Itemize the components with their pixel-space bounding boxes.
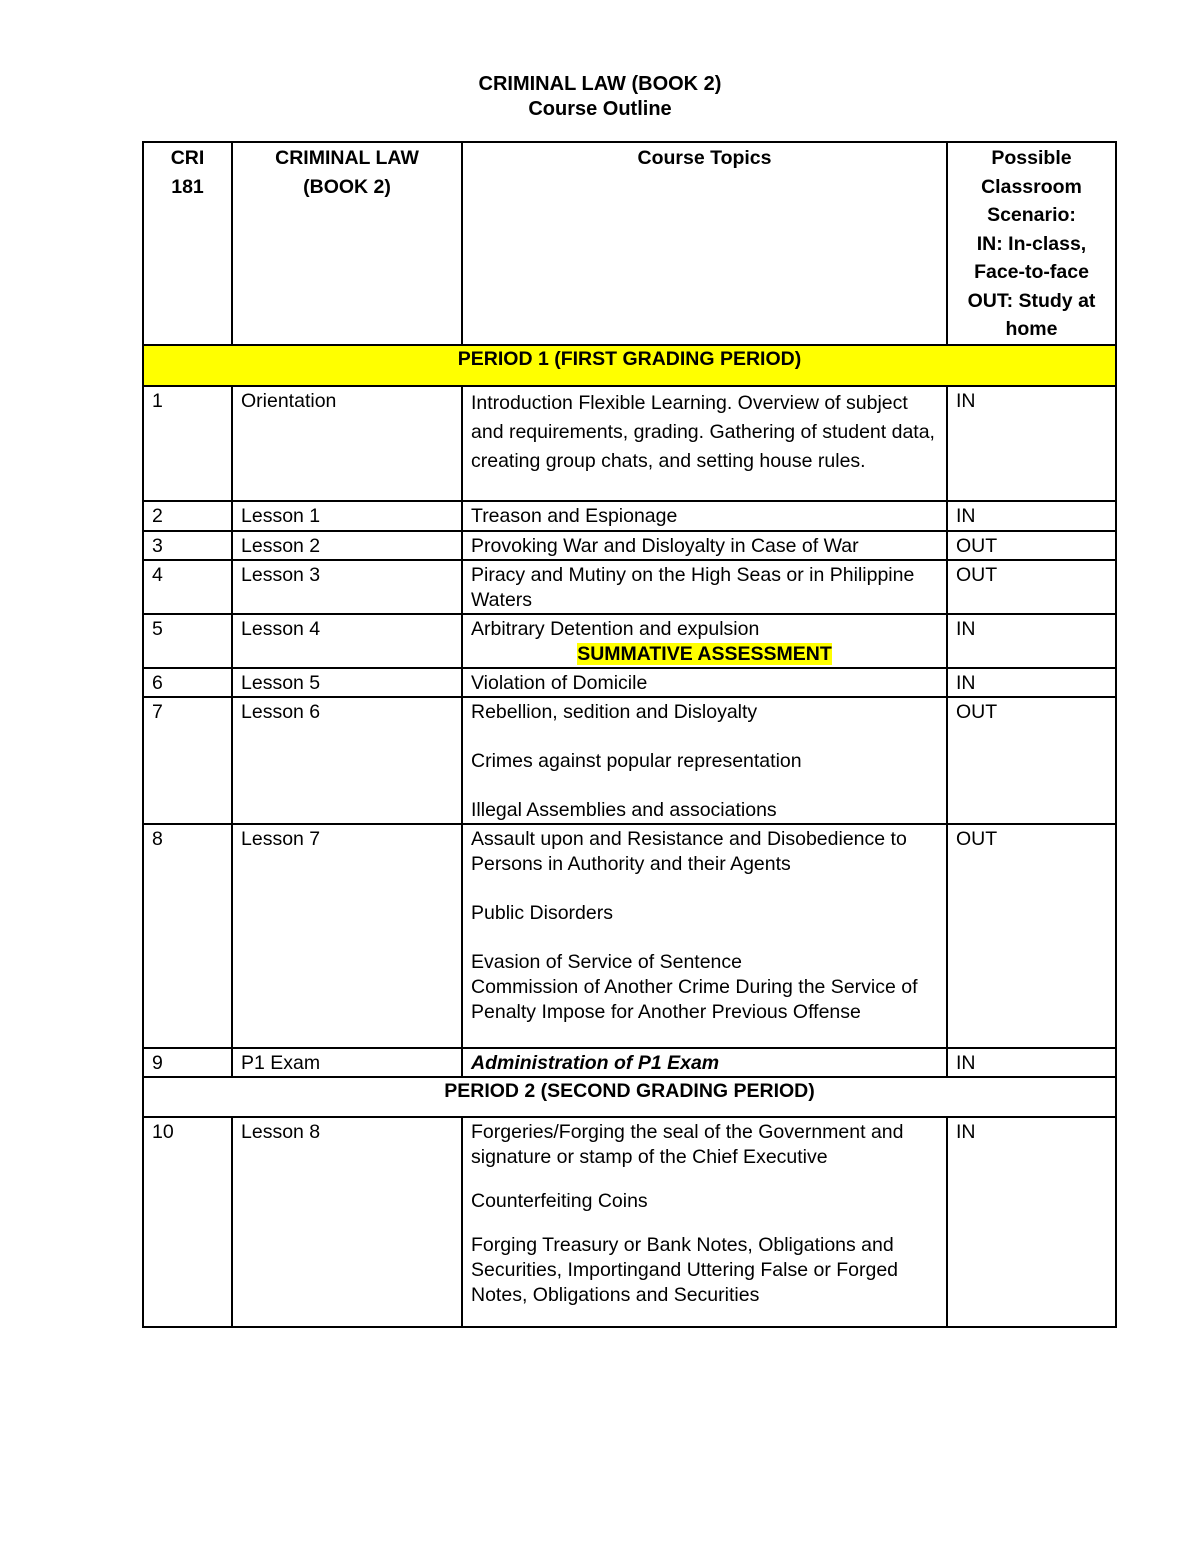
header-course: CRIMINAL LAW (BOOK 2) bbox=[232, 142, 462, 345]
period-2-row bbox=[143, 1077, 1116, 1117]
document-subtitle: Course Outline bbox=[528, 98, 672, 120]
row-mode: IN bbox=[947, 1048, 1116, 1077]
table-row bbox=[143, 697, 1116, 824]
row-lesson: Lesson 8 bbox=[232, 1117, 462, 1327]
row-topics: Arbitrary Detention and expulsion SUMMATIVE ASSESSMENT bbox=[462, 614, 947, 668]
row-mode: IN bbox=[947, 386, 1116, 501]
row-lesson: Lesson 5 bbox=[232, 668, 462, 697]
row-number: 2 bbox=[143, 501, 232, 531]
header-code: CRI 181 bbox=[143, 142, 232, 345]
row-mode: OUT bbox=[947, 824, 1116, 1048]
period-1-row bbox=[143, 345, 1116, 386]
course-outline-table bbox=[142, 141, 1117, 1328]
row-number: 8 bbox=[143, 824, 232, 1048]
row-lesson: Lesson 2 bbox=[232, 531, 462, 560]
row-topics: Administration of P1 Exam bbox=[462, 1048, 947, 1077]
summative-assessment-label: SUMMATIVE ASSESSMENT bbox=[577, 642, 832, 665]
row-mode: IN bbox=[947, 614, 1116, 668]
row-lesson: Orientation bbox=[232, 386, 462, 501]
table-row bbox=[143, 1048, 1116, 1077]
row-number: 5 bbox=[143, 614, 232, 668]
row-topics: Provoking War and Disloyalty in Case of War bbox=[462, 531, 947, 560]
header-row bbox=[143, 142, 1116, 345]
row-topics: Forgeries/Forging the seal of the Government and signature or stamp of the Chief Executive Counterfeiting Coins Forging Treasury or Bank Notes, Obligations and Securities, Importingand Uttering False or Forged Notes, Obligations and Securities bbox=[462, 1117, 947, 1327]
row-topics: Assault upon and Resistance and Disobedience to Persons in Authority and their Agents Public Disorders Evasion of Service of Sentence Commission of Another Crime During the Service of Penalty Impose for Another Previous Offense bbox=[462, 824, 947, 1048]
row-number: 3 bbox=[143, 531, 232, 560]
table-row bbox=[143, 614, 1116, 668]
document-title: CRIMINAL LAW (BOOK 2) bbox=[478, 73, 722, 95]
row-topics: Introduction Flexible Learning. Overview of subject and requirements, grading. Gathering of student data, creating group chats, and setting house rules. bbox=[462, 386, 947, 501]
row-lesson: Lesson 3 bbox=[232, 560, 462, 614]
table-row bbox=[143, 531, 1116, 560]
table-row bbox=[143, 386, 1116, 501]
row-topics: Violation of Domicile bbox=[462, 668, 947, 697]
table-row bbox=[143, 501, 1116, 531]
row-mode: IN bbox=[947, 501, 1116, 531]
row-topics: Rebellion, sedition and Disloyalty Crimes against popular representation Illegal Assemblies and associations bbox=[462, 697, 947, 824]
row-number: 1 bbox=[143, 386, 232, 501]
table-row bbox=[143, 1117, 1116, 1327]
header-scenario: Possible Classroom Scenario: IN: In-class, Face-to-face OUT: Study at home bbox=[947, 142, 1116, 345]
header-topics: Course Topics bbox=[462, 142, 947, 345]
row-topics: Treason and Espionage bbox=[462, 501, 947, 531]
row-mode: IN bbox=[947, 668, 1116, 697]
row-lesson: Lesson 1 bbox=[232, 501, 462, 531]
period-1-label: PERIOD 1 (FIRST GRADING PERIOD) bbox=[143, 345, 1116, 386]
row-number: 4 bbox=[143, 560, 232, 614]
period-2-label: PERIOD 2 (SECOND GRADING PERIOD) bbox=[143, 1077, 1116, 1117]
row-mode: IN bbox=[947, 1117, 1116, 1327]
table-row bbox=[143, 668, 1116, 697]
row-number: 7 bbox=[143, 697, 232, 824]
row-mode: OUT bbox=[947, 531, 1116, 560]
row-lesson: P1 Exam bbox=[232, 1048, 462, 1077]
row-lesson: Lesson 6 bbox=[232, 697, 462, 824]
table-row bbox=[143, 560, 1116, 614]
table-row bbox=[143, 824, 1116, 1048]
row-lesson: Lesson 7 bbox=[232, 824, 462, 1048]
row-number: 6 bbox=[143, 668, 232, 697]
row-number: 10 bbox=[143, 1117, 232, 1327]
row-lesson: Lesson 4 bbox=[232, 614, 462, 668]
row-mode: OUT bbox=[947, 697, 1116, 824]
row-number: 9 bbox=[143, 1048, 232, 1077]
row-mode: OUT bbox=[947, 560, 1116, 614]
row-topics: Piracy and Mutiny on the High Seas or in Philippine Waters bbox=[462, 560, 947, 614]
